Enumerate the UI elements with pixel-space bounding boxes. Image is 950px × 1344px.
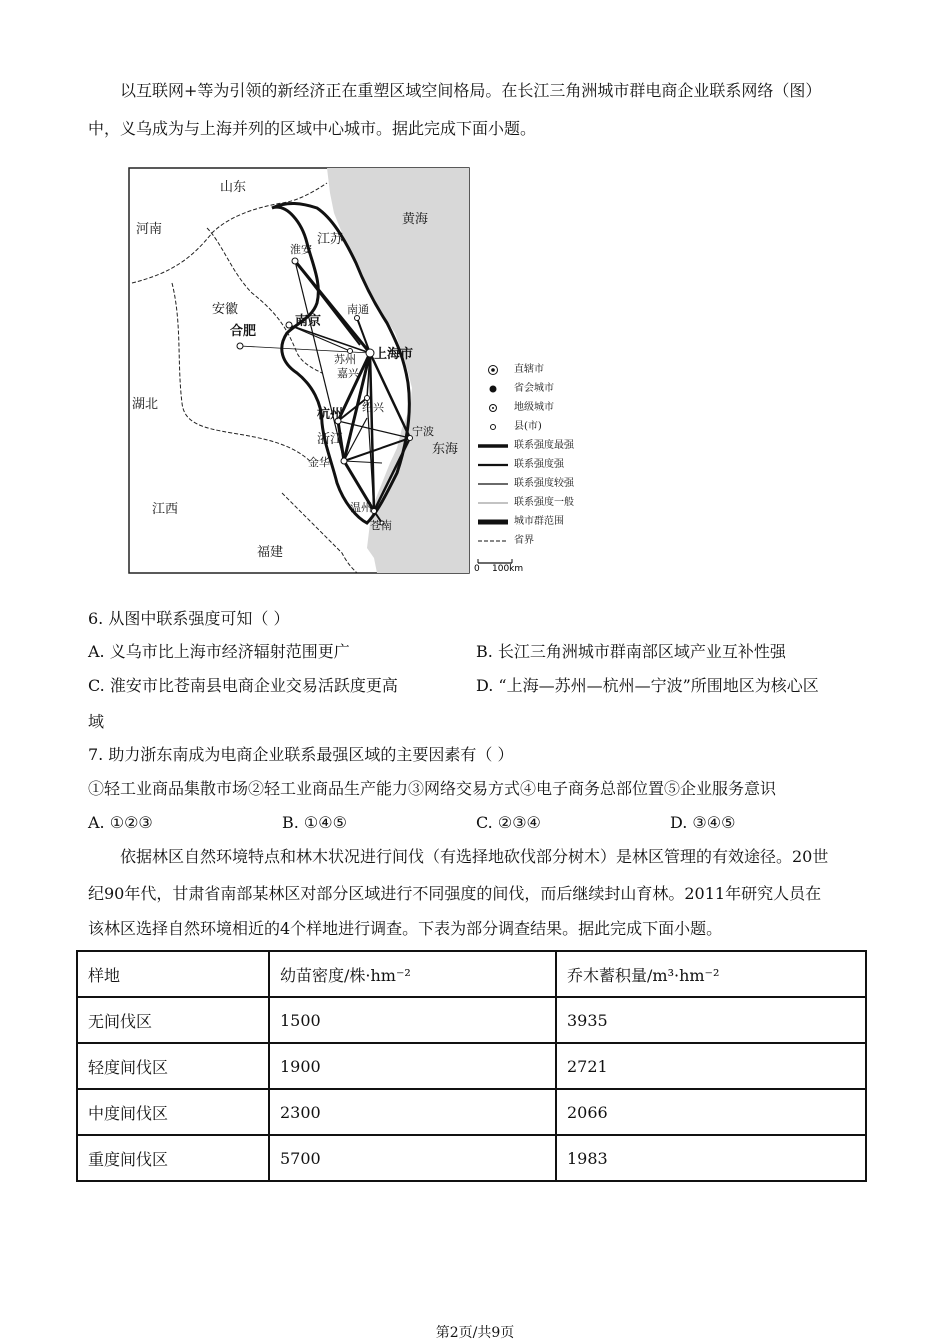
table-cell: 5700	[269, 1135, 556, 1181]
label-shandong: 山东	[220, 180, 247, 195]
q7-option-d: D. ③④⑤	[670, 813, 736, 832]
table-cell: 2721	[556, 1043, 866, 1089]
intro-line-1: 以互联网+等为引领的新经济正在重塑区域空间格局。在长江三角洲城市群电商企业联系网络（图）	[120, 81, 822, 100]
label-jiangsu: 江苏	[317, 232, 344, 247]
q6-option-c: C. 淮安市比苍南县电商企业交易活跃度更高	[88, 676, 398, 695]
city-nanjing: 南京	[295, 314, 322, 329]
label-yellow-sea: 黄海	[402, 212, 429, 227]
survey-table	[76, 950, 867, 1182]
scale-bar	[474, 559, 523, 574]
q7-option-b: B. ①④⑤	[282, 813, 347, 832]
q7-stem: 7. 助力浙东南成为电商企业联系最强区域的主要因素有（ ）	[88, 745, 514, 764]
legend-province-border: 省界	[514, 535, 534, 546]
table-row	[77, 1089, 866, 1135]
label-zhejiang: 浙江	[317, 432, 344, 447]
table-cell: 中度间伐区	[77, 1089, 269, 1135]
city-suzhou: 苏州	[334, 353, 356, 366]
table-cell: 1983	[556, 1135, 866, 1181]
city-cangnan: 苍南	[370, 519, 392, 532]
city-shanghai: 上海市	[374, 347, 414, 362]
map-legend	[478, 360, 598, 550]
city-huaian: 淮安	[290, 243, 312, 256]
legend-fairly-strong: 联系强度较强	[514, 478, 574, 489]
city-shaoxing: 绍兴	[362, 401, 384, 414]
table-cell: 3935	[556, 997, 866, 1043]
table-cell: 轻度间伐区	[77, 1043, 269, 1089]
table-row	[77, 1043, 866, 1089]
q6-option-b: B. 长江三角洲城市群南部区域产业互补性强	[476, 642, 786, 661]
passage2-line-1: 依据林区自然环境特点和林木状况进行间伐（有选择地砍伐部分树木）是林区管理的有效途径。20世	[120, 847, 829, 866]
legend-strong: 联系强度强	[514, 459, 564, 470]
city-hefei: 合肥	[230, 324, 257, 339]
table-header: 乔木蓄积量/m³·hm⁻²	[556, 951, 866, 997]
table-cell: 2066	[556, 1089, 866, 1135]
city-hangzhou: 杭州	[317, 407, 344, 422]
city-jinhua: 金华	[308, 456, 330, 469]
q7-option-a: A. ①②③	[88, 813, 153, 832]
label-jiangxi: 江西	[152, 502, 179, 517]
passage2-line-2: 纪90年代，甘肃省南部某林区对部分区域进行不同强度的间伐，而后继续封山育林。2011年研究人员在	[88, 884, 822, 903]
svg-text:100km: 100km	[492, 564, 524, 574]
q7-option-c: C. ②③④	[476, 813, 541, 832]
legend-prefecture-city: 地级城市	[514, 402, 554, 413]
table-header: 幼苗密度/株·hm⁻²	[269, 951, 556, 997]
table-cell: 2300	[269, 1089, 556, 1135]
legend-municipality: 直辖市	[514, 364, 544, 375]
q6-option-d-cont: 域	[88, 712, 105, 731]
legend-county: 县(市)	[514, 421, 542, 432]
table-header-row	[77, 951, 866, 997]
q6-option-a: A. 义乌市比上海市经济辐射范围更广	[88, 642, 350, 661]
q7-items: ①轻工业商品集散市场②轻工业商品生产能力③网络交易方式④电子商务总部位置⑤企业服务意识	[88, 779, 777, 798]
city-ningbo: 宁波	[412, 425, 434, 438]
label-east-sea: 东海	[432, 442, 459, 457]
legend-provincial-capital: 省会城市	[514, 383, 554, 394]
city-nantong: 南通	[347, 303, 369, 316]
table-row	[77, 997, 866, 1043]
table-header: 样地	[77, 951, 269, 997]
intro-line-2: 中，义乌成为与上海并列的区域中心城市。据此完成下面小题。	[88, 119, 537, 138]
table-row	[77, 1135, 866, 1181]
label-hubei: 湖北	[132, 397, 159, 412]
passage2-line-3: 该林区选择自然环境相近的4个样地进行调查。下表为部分调查结果。据此完成下面小题。	[88, 919, 723, 938]
table-cell: 重度间伐区	[77, 1135, 269, 1181]
table-cell: 1900	[269, 1043, 556, 1089]
label-anhui: 安徽	[212, 302, 239, 317]
svg-text:0: 0	[474, 564, 480, 574]
legend-normal: 联系强度一般	[514, 497, 574, 508]
table-cell: 无间伐区	[77, 997, 269, 1043]
legend-city-cluster: 城市群范围	[514, 516, 564, 527]
q6-option-d: D. “上海—苏州—杭州—宁波”所围地区为核心区	[476, 676, 819, 695]
table-cell: 1500	[269, 997, 556, 1043]
q6-stem: 6. 从图中联系强度可知（ ）	[88, 609, 290, 628]
label-henan: 河南	[136, 222, 163, 237]
city-jiaxing: 嘉兴	[337, 367, 359, 380]
city-wenzhou: 温州	[350, 501, 372, 514]
legend-strongest: 联系强度最强	[514, 440, 574, 451]
label-fujian: 福建	[257, 545, 284, 560]
page-footer: 第2页/共9页	[435, 1325, 515, 1341]
